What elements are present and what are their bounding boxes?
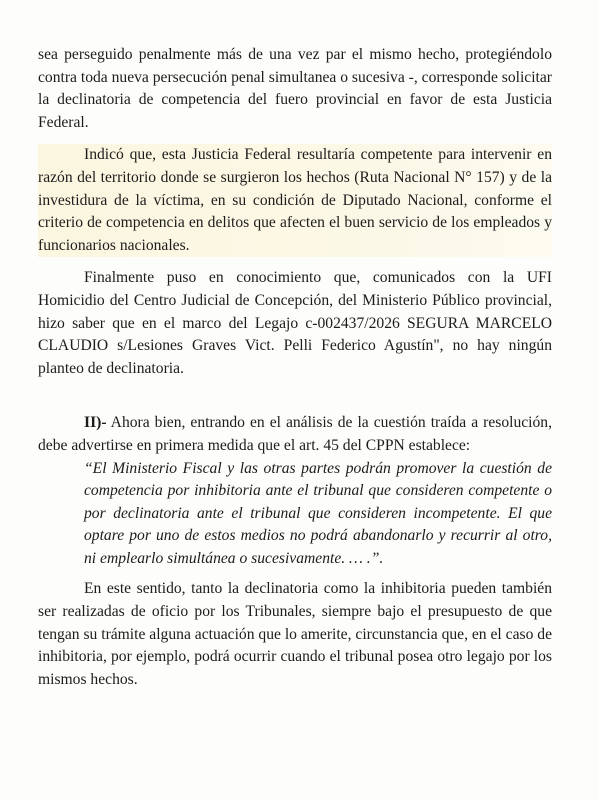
document-body xyxy=(38,44,552,691)
section-label: II)- xyxy=(84,414,107,432)
paragraph-3: Finalmente puso en conocimiento que, comunicados con la UFI Homicidio del Centro Judicial de Concepción, del Ministerio Público provincial, hizo saber que en el marco del Legajo c-002437/2026 SEGURA MARCELO CLAUDIO s/Lesiones Graves Vict. Pelli Federico Agustín", no hay ningún planteo de declinatoria. xyxy=(38,269,552,377)
quoted-article: “El Ministerio Fiscal y las otras partes podrán promover la cuestión de competencia por inhibitoria ante el tribunal que consideren competente o por declinatoria ante el tribunal que consideren incompetente. El que optare por uno de estos medios no podrá abandonarlo y recurrir al otro, ni emplearlo simultánea o sucesivamente. … .”. xyxy=(84,459,552,567)
paragraph-2: Indicó que, esta Justicia Federal resultaría competente para intervenir en razón del territorio donde se surgieron los hechos (Ruta Nacional N° 157) y de la investidura de la víctima, en su condición de Diputado Nacional, conforme el criterio de competencia en delitos que afecten el buen servicio de los empleados y funcionarios nacionales. xyxy=(38,144,552,257)
paragraph-4 xyxy=(38,412,552,457)
paragraph-5: En este sentido, tanto la declinatoria como la inhibitoria pueden también ser realizadas de oficio por los Tribunales, siempre bajo el presupuesto de que tengan su trámite alguna actuación que lo amerite, circunstancia que, en el caso de inhibitoria, por ejemplo, podrá ocurrir cuando el tribunal posea otro legajo por los mismos hechos. xyxy=(38,580,552,688)
paragraph-4-text: Ahora bien, entrando en el análisis de la cuestión traída a resolución, debe advertirse en primera medida que el art. 45 del CPPN establece: xyxy=(38,414,552,454)
paragraph-1: sea perseguido penalmente más de una vez par el mismo hecho, protegiéndolo contra toda nueva persecución penal simultanea o sucesiva -, corresponde solicitar la declinatoria de competencia del fuero provincial en favor de esta Justicia Federal. xyxy=(38,46,552,131)
